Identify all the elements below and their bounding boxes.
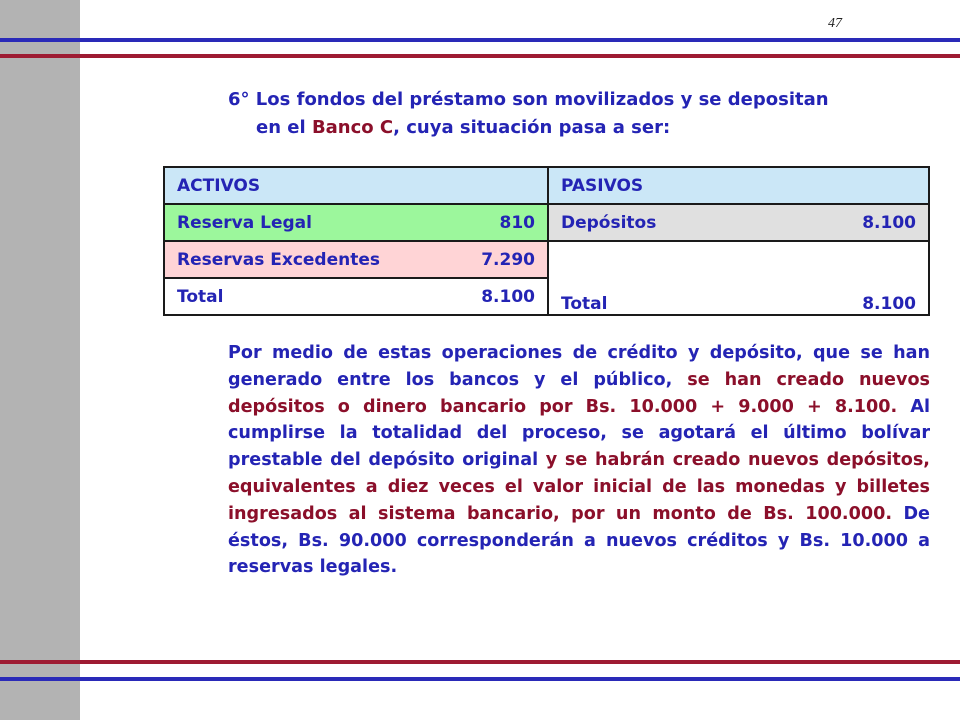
balance-sheet-table [163,166,930,316]
reserva-legal-value: 810 [499,212,535,233]
paragraph-part-5: De éstos, Bs. 90.000 corresponderán a nuevos créditos y Bs. 10.000 a reservas legales. [228,503,930,578]
paragraph-part-4: y se habrán creado nuevos depósitos, equivalentes a diez veces el valor inicial de las monedas y billetes ingresados al sistema bancario, por un monto de Bs. 100.000. [228,450,930,524]
reservas-excedentes-label: Reservas Excedentes [177,249,381,270]
table-row [164,241,929,278]
total-pasivos-label: Total [561,294,608,314]
pasivos-header: PASIVOS [548,167,929,204]
reserva-legal-label: Reserva Legal [177,212,312,233]
bottom-red-rule [0,660,960,664]
table-header-row [164,167,929,204]
total-pasivos-cell [548,241,929,315]
top-red-rule [0,54,960,58]
table-row [164,204,929,241]
top-blue-rule [0,38,960,42]
explanation-paragraph [228,340,930,581]
paragraph-part-3: Al cumplirse la totalidad del proceso, se agotará el último bolívar prestable del depósito original [228,396,930,471]
reserva-legal-cell [164,204,548,241]
total-activos-label: Total [177,286,224,307]
heading-text-a: en el [256,117,312,138]
depositos-cell [548,204,929,241]
total-activos-value: 8.100 [481,286,535,307]
reservas-excedentes-value: 7.290 [481,249,535,270]
total-pasivos-value: 8.100 [862,294,916,314]
left-sidebar-bar [0,0,80,720]
depositos-label: Depósitos [561,212,657,233]
paragraph-part-1: Por medio de estas operaciones de crédito y depósito, que se han generado entre los bancos y el público, [228,343,930,390]
reservas-excedentes-cell [164,241,548,278]
heading-text-b: , cuya situación pasa a ser: [393,117,671,138]
total-activos-cell [164,278,548,315]
depositos-value: 8.100 [862,212,916,233]
section-heading [228,86,928,142]
bottom-blue-rule [0,677,960,681]
heading-bank-name: Banco C [311,117,394,138]
heading-line-1: 6° Los fondos del préstamo son movilizados y se depositan [228,89,829,110]
page-number: 47 [828,16,842,31]
heading-line-2 [228,114,928,142]
paragraph-part-2: se han creado nuevos depósitos o dinero bancario por Bs. 10.000 + 9.000 + 8.100. [228,369,930,417]
activos-header: ACTIVOS [164,167,548,204]
